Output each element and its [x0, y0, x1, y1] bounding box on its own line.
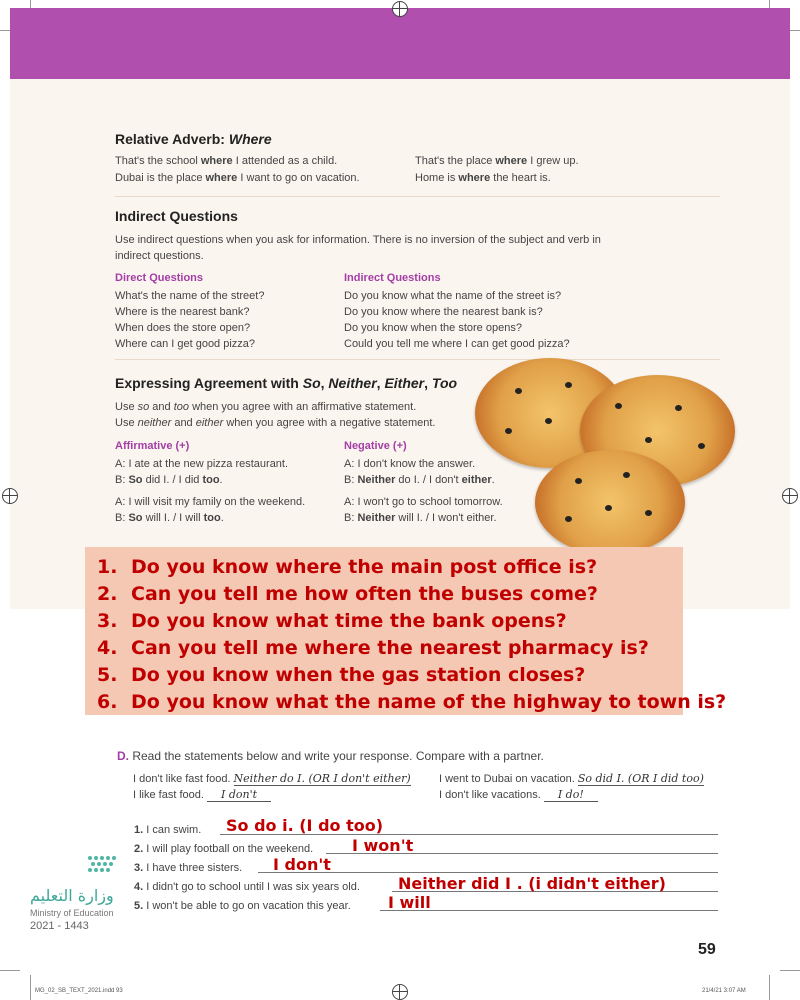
- affirmative-example: A: I will visit my family on the weekend.: [115, 496, 306, 508]
- indirect-question: Do you know when the store opens?: [344, 322, 522, 334]
- exercise-d-example: I went to Dubai on vacation. So did I. (OR I did too): [439, 772, 704, 785]
- divider: [115, 196, 720, 197]
- direct-question: Where is the nearest bank?: [115, 306, 250, 318]
- answer-item: 1. Do you know where the main post office is?: [97, 556, 598, 578]
- crop-mark: [30, 975, 31, 1000]
- answer-list: [97, 554, 726, 716]
- exercise-d-example: I don't like vacations. I do!: [439, 787, 598, 803]
- exercise-d-instruction: D. Read the statements below and write your response. Compare with a partner.: [117, 749, 544, 763]
- indirect-question: Could you tell me where I can get good pizza?: [344, 338, 570, 350]
- indirect-questions-intro-2: indirect questions.: [115, 250, 204, 262]
- exercise-item-prompt: 3. I have three sisters.: [134, 862, 243, 874]
- answer-item: 2. Can you tell me how often the buses come?: [97, 583, 598, 605]
- negative-example: A: I don't know the answer.: [344, 458, 476, 470]
- indirect-question: Do you know where the nearest bank is?: [344, 306, 543, 318]
- negative-example: B: Neither will I. / I won't either.: [344, 512, 497, 524]
- indirect-questions-title: Indirect Questions: [115, 208, 238, 224]
- relative-adverb-example-2: Dubai is the place where I want to go on vacation.: [115, 172, 360, 184]
- crop-mark: [780, 970, 800, 971]
- answer-item: 6. Do you know what the name of the highway to town is?: [97, 691, 727, 713]
- ministry-arabic: وزارة التعليم: [30, 886, 114, 905]
- affirmative-example: B: So will I. / I will too.: [115, 512, 224, 524]
- crop-mark: [0, 970, 20, 971]
- exercise-item-answer: I won't: [352, 836, 414, 855]
- footer-date: 21/4/21 3:07 AM: [702, 988, 746, 994]
- divider: [115, 359, 720, 360]
- relative-adverb-example-4: Home is where the heart is.: [415, 172, 551, 184]
- exercise-item-answer: I don't: [273, 855, 331, 874]
- indirect-questions-header: Indirect Questions: [344, 272, 441, 284]
- page-number: 59: [698, 941, 716, 958]
- negative-header: Negative (+): [344, 440, 407, 452]
- exercise-item-prompt: 4. I didn't go to school until I was six years old.: [134, 881, 360, 893]
- registration-mark-icon: [782, 488, 798, 504]
- ministry-english: Ministry of Education: [30, 908, 114, 918]
- registration-mark-icon: [2, 488, 18, 504]
- pizza-image: [535, 450, 685, 555]
- indirect-question: Do you know what the name of the street is?: [344, 290, 562, 302]
- exercise-item-prompt: 5. I won't be able to go on vacation this year.: [134, 900, 351, 912]
- affirmative-header: Affirmative (+): [115, 440, 190, 452]
- registration-mark-icon: [392, 984, 408, 1000]
- relative-adverb-example-1: That's the school where I attended as a child.: [115, 155, 338, 167]
- answer-item: 5. Do you know when the gas station closes?: [97, 664, 586, 686]
- exercise-d-example: I don't like fast food. Neither do I. (OR I don't either): [133, 772, 411, 785]
- registration-mark-icon: [392, 1, 408, 17]
- indirect-questions-intro: Use indirect questions when you ask for information. There is no inversion of the subject and verb in: [115, 234, 601, 246]
- affirmative-example: A: I ate at the new pizza restaurant.: [115, 458, 289, 470]
- answer-item: 4. Can you tell me where the nearest pharmacy is?: [97, 637, 649, 659]
- footer-file: MG_02_SB_TEXT_2021.indd 93: [35, 988, 123, 994]
- answer-item: 3. Do you know what time the bank opens?: [97, 610, 567, 632]
- crop-mark: [769, 975, 770, 1000]
- direct-question: What's the name of the street?: [115, 290, 265, 302]
- exercise-item-prompt: 2. I will play football on the weekend.: [134, 843, 314, 855]
- ministry-years: 2021 - 1443: [30, 920, 89, 932]
- direct-questions-header: Direct Questions: [115, 272, 204, 284]
- exercise-d-example: I like fast food. I don't: [133, 787, 271, 803]
- relative-adverb-example-3: That's the place where I grew up.: [415, 155, 579, 167]
- agreement-rule-2: Use neither and either when you agree with a negative statement.: [115, 417, 436, 429]
- agreement-title: Expressing Agreement with So, Neither, Either, Too: [115, 375, 458, 391]
- relative-adverb-title: Relative Adverb: Where: [115, 131, 272, 147]
- affirmative-example: B: So did I. / I did too.: [115, 474, 223, 486]
- agreement-rule-1: Use so and too when you agree with an affirmative statement.: [115, 401, 417, 413]
- direct-question: Where can I get good pizza?: [115, 338, 256, 350]
- ministry-logo-icon: [84, 852, 184, 880]
- exercise-item-answer: I will: [388, 893, 431, 912]
- negative-example: A: I won't go to school tomorrow.: [344, 496, 503, 508]
- exercise-item-answer: So do i. (I do too): [226, 816, 384, 835]
- exercise-item-answer: Neither did I . (i didn't either): [398, 874, 666, 893]
- negative-example: B: Neither do I. / I don't either.: [344, 474, 495, 486]
- header-banner: [10, 8, 790, 79]
- exercise-item-prompt: 1. I can swim.: [134, 824, 202, 836]
- direct-question: When does the store open?: [115, 322, 251, 334]
